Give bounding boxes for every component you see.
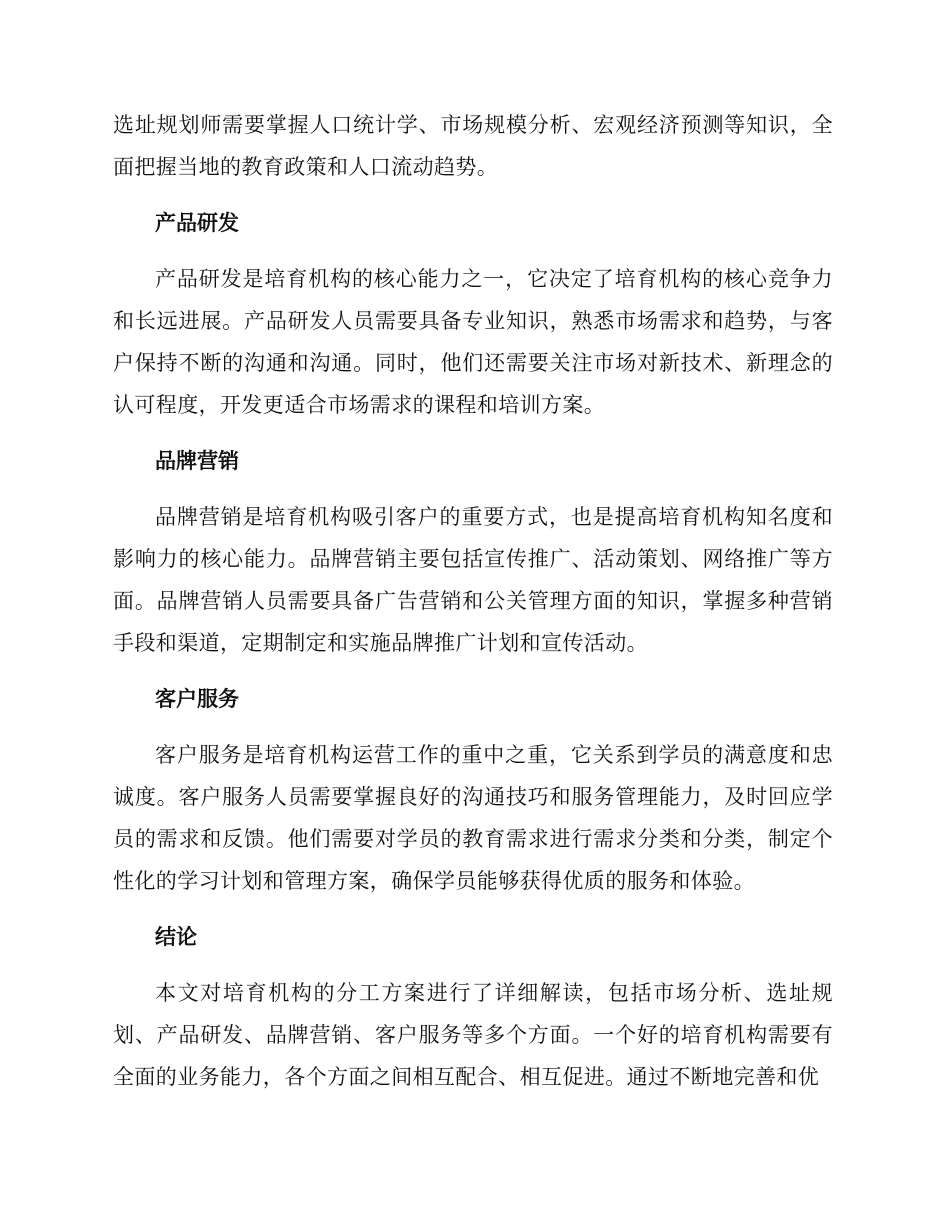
section-heading-brand-marketing: 品牌营销 [155, 449, 239, 473]
section-body-customer-service: 客户服务是培育机构运营工作的重中之重，它关系到学员的满意度和忠诚度。客户服务人员需要掌握良好的沟通技巧和服务管理能力，及时回应学员的需求和反馈。他们需要对学员的教育需求进行需求分类和分类，制定个性化的学习计划和管理方案，确保学员能够获得优质的服务和体验。 [113, 743, 833, 893]
section-heading-customer-service: 客户服务 [155, 687, 239, 711]
intro-paragraph: 选址规划师需要掌握人口统计学、市场规模分析、宏观经济预测等知识，全面把握当地的教育政策和人口流动趋势。 [113, 113, 833, 179]
section-body-product-dev: 产品研发是培育机构的核心能力之一，它决定了培育机构的核心竞争力和长远进展。产品研发人员需要具备专业知识，熟悉市场需求和趋势，与客户保持不断的沟通和沟通。同时，他们还需要关注市场对新技术、新理念的认可程度，开发更适合市场需求的课程和培训方案。 [113, 267, 833, 417]
section-body-conclusion: 本文对培育机构的分工方案进行了详细解读，包括市场分析、选址规划、产品研发、品牌营销、客户服务等多个方面。一个好的培育机构需要有全面的业务能力，各个方面之间相互配合、相互促进。通过不断地完善和优 [113, 981, 833, 1089]
section-body-brand-marketing: 品牌营销是培育机构吸引客户的重要方式，也是提高培育机构知名度和影响力的核心能力。品牌营销主要包括宣传推广、活动策划、网络推广等方面。品牌营销人员需要具备广告营销和公关管理方面的知识，掌握多种营销手段和渠道，定期制定和实施品牌推广计划和宣传活动。 [113, 505, 833, 655]
section-heading-conclusion: 结论 [155, 925, 197, 949]
section-heading-product-dev: 产品研发 [155, 211, 239, 235]
document-page [113, 104, 833, 1098]
